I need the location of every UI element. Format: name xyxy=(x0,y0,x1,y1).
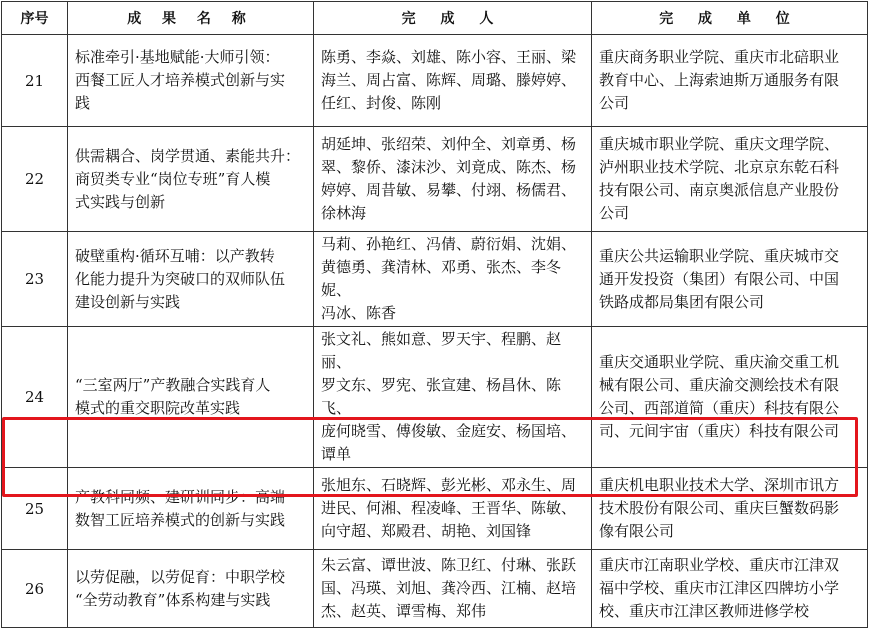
table-row xyxy=(2,127,868,232)
row-people: 胡延坤、张绍荣、刘仲全、刘章勇、杨 翠、黎侨、漆沫沙、刘竟成、陈杰、杨 婷婷、周昔敏、易攀、付翊、杨儒君、 徐林海 xyxy=(321,135,577,222)
row-units-cell xyxy=(592,127,868,232)
row-people-cell xyxy=(314,550,592,628)
row-seq: 26 xyxy=(2,550,68,628)
row-seq: 25 xyxy=(2,468,68,550)
table-row-highlighted xyxy=(2,468,868,550)
row-name: 产教科同频、建研训同步：高端 数智工匠培养模式的创新与实践 xyxy=(75,487,286,529)
row-units-cell xyxy=(592,232,868,327)
header-units: 完 成 单 位 xyxy=(592,2,868,35)
row-name-cell xyxy=(68,327,314,468)
row-name: 破壁重构·循环互哺：以产教转 化能力提升为突破口的双师队伍 建设创新与实践 xyxy=(75,246,286,311)
row-units: 重庆机电职业技术大学、深圳市讯方 技术股份有限公司、重庆巨蟹数码影 像有限公司 xyxy=(599,476,840,540)
row-people-cell xyxy=(314,232,592,327)
row-units-cell xyxy=(592,550,868,628)
table-row xyxy=(2,35,868,127)
row-name-cell xyxy=(68,35,314,127)
header-name: 成 果 名 称 xyxy=(68,2,314,35)
row-units: 重庆交通职业学院、重庆渝交重工机 械有限公司、重庆渝交测绘技术有限 公司、西部道简（重庆）科技有限公 司、元间宇宙（重庆）科技有限公司 xyxy=(599,353,840,440)
row-people-cell xyxy=(314,35,592,127)
table-row xyxy=(2,550,868,628)
row-name-cell xyxy=(68,550,314,628)
row-people: 朱云富、谭世波、陈卫红、付琳、张跃 国、冯瑛、刘旭、龚冷西、江楠、赵培 杰、赵英、谭雪梅、郑伟 xyxy=(321,556,577,620)
row-name: 供需耦合、岗学贯通、素能共升： 商贸类专业“岗位专班”育人模 式实践与创新 xyxy=(75,146,301,211)
row-seq: 21 xyxy=(2,35,68,127)
row-name-cell xyxy=(68,468,314,550)
row-units-cell xyxy=(592,468,868,550)
awards-table xyxy=(1,1,868,628)
row-name: 以劳促融，以劳促育：中职学校 “全劳动教育”体系构建与实践 xyxy=(75,567,286,609)
row-units-cell xyxy=(592,327,868,468)
row-people-cell xyxy=(314,127,592,232)
row-seq: 23 xyxy=(2,232,68,327)
row-people-cell xyxy=(314,468,592,550)
row-people: 陈勇、李焱、刘雄、陈小容、王丽、梁 海兰、周占富、陈辉、周璐、滕婷婷、 任红、封俊、陈刚 xyxy=(321,48,577,112)
row-people: 张旭东、石晓辉、彭光彬、邓永生、周 进民、何湘、程凌峰、王晋华、陈敏、 向守超、郑殿君、胡艳、刘国锋 xyxy=(321,476,577,540)
header-seq: 序号 xyxy=(2,2,68,35)
row-units: 重庆公共运输职业学院、重庆城市交 通开发投资（集团）有限公司、中国 铁路成都局集团有限公司 xyxy=(599,246,840,311)
row-seq: 24 xyxy=(2,327,68,468)
row-name-cell xyxy=(68,232,314,327)
row-people-cell xyxy=(314,327,592,468)
header-people: 完 成 人 xyxy=(314,2,592,35)
row-units: 重庆城市职业学院、重庆文理学院、 泸州职业技术学院、北京京东乾石科 技有限公司、南京奥派信息产业股份 公司 xyxy=(599,135,840,222)
table-row xyxy=(2,232,868,327)
header-row xyxy=(2,2,868,35)
row-units: 重庆商务职业学院、重庆市北碚职业 教育中心、上海索迪斯万通服务有限 公司 xyxy=(599,48,840,112)
row-units: 重庆市江南职业学校、重庆市江津双 福中学校、重庆市江津区四牌坊小学 校、重庆市江津区教师进修学校 xyxy=(599,556,840,620)
row-people: 马莉、孙艳红、冯倩、蔚衍娟、沈娟、 黄德勇、龚清林、邓勇、张杰、李冬妮、 冯冰、陈香 xyxy=(321,235,577,322)
row-name: 标准牵引·基地赋能·大师引领： 西餐工匠人才培养模式创新与实 践 xyxy=(75,48,286,112)
row-seq: 22 xyxy=(2,127,68,232)
row-name-cell xyxy=(68,127,314,232)
table-row xyxy=(2,327,868,468)
row-units-cell xyxy=(592,35,868,127)
row-name: “三室两厅”产教融合实践育人 模式的重交职院改革实践 xyxy=(75,376,271,417)
row-people: 张文礼、熊如意、罗天宇、程鹏、赵丽、 罗文东、罗宪、张宣建、杨昌休、陈飞、 庞何晓雪、傅俊敏、金庭安、杨国培、 谭单 xyxy=(321,330,577,463)
